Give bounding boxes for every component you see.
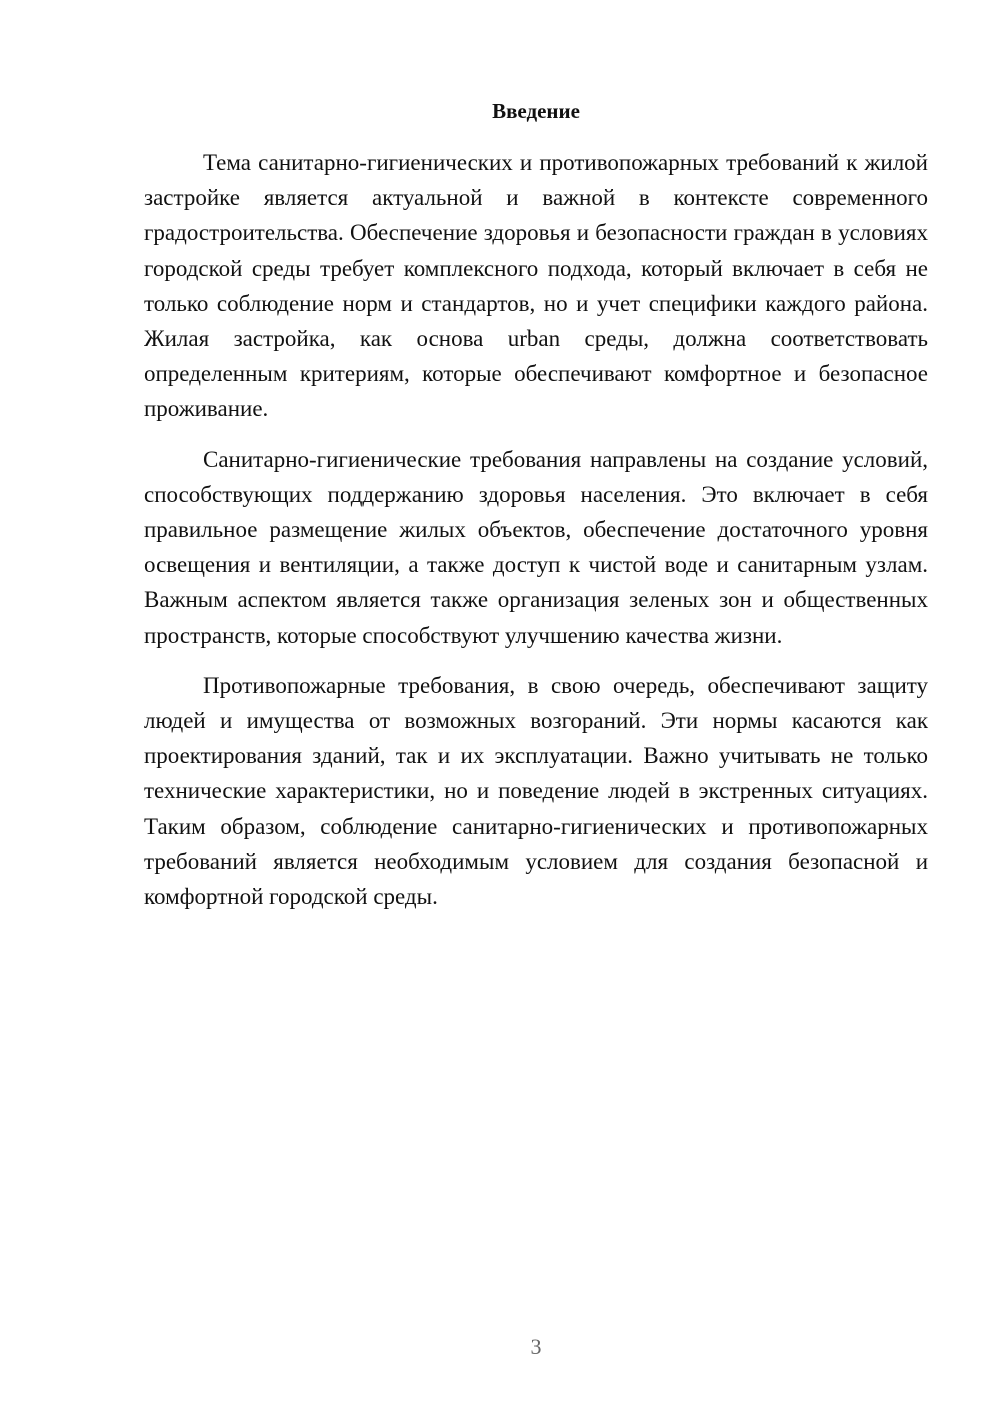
page-number: 3 [530,1334,542,1359]
section-heading: Введение [492,99,580,123]
page-content [144,92,928,929]
paragraph-sanitary: Санитарно-гигиенические требования направлены на создание условий, способствующих поддержанию здоровья населения. Это включает в себя правильное размещение жилых объектов, обеспечение достаточного уровня освещения и вентиляции, а также доступ к чистой воде и санитарным узлам. Важным аспектом является также организация зеленых зон и общественных пространств, которые способствуют улучшению качества жизни. [144,446,928,648]
paragraph-fire-safety: Противопожарные требования, в свою очередь, обеспечивают защиту людей и имущества от возможных возгораний. Эти нормы касаются как проектирования зданий, так и их эксплуатации. Важно учитывать не только технические характеристики, но и поведение людей в экстренных ситуациях. Таким образом, соблюдение санитарно-гигиенических и противопожарных требований является необходимым условием для создания безопасной и комфортной городской среды. [144,672,928,910]
paragraph-intro: Тема санитарно-гигиенических и противопожарных требований к жилой застройке является актуальной и важной в контексте современного градостроительства. Обеспечение здоровья и безопасности граждан в условиях городской среды требует комплексного подхода, который включает в себя не только соблюдение норм и стандартов, но и учет специфики каждого района. Жилая застройка, как основа urban среды, должна соответствовать определенным критериям, которые обеспечивают комфортное и безопасное проживание. [144,150,928,422]
